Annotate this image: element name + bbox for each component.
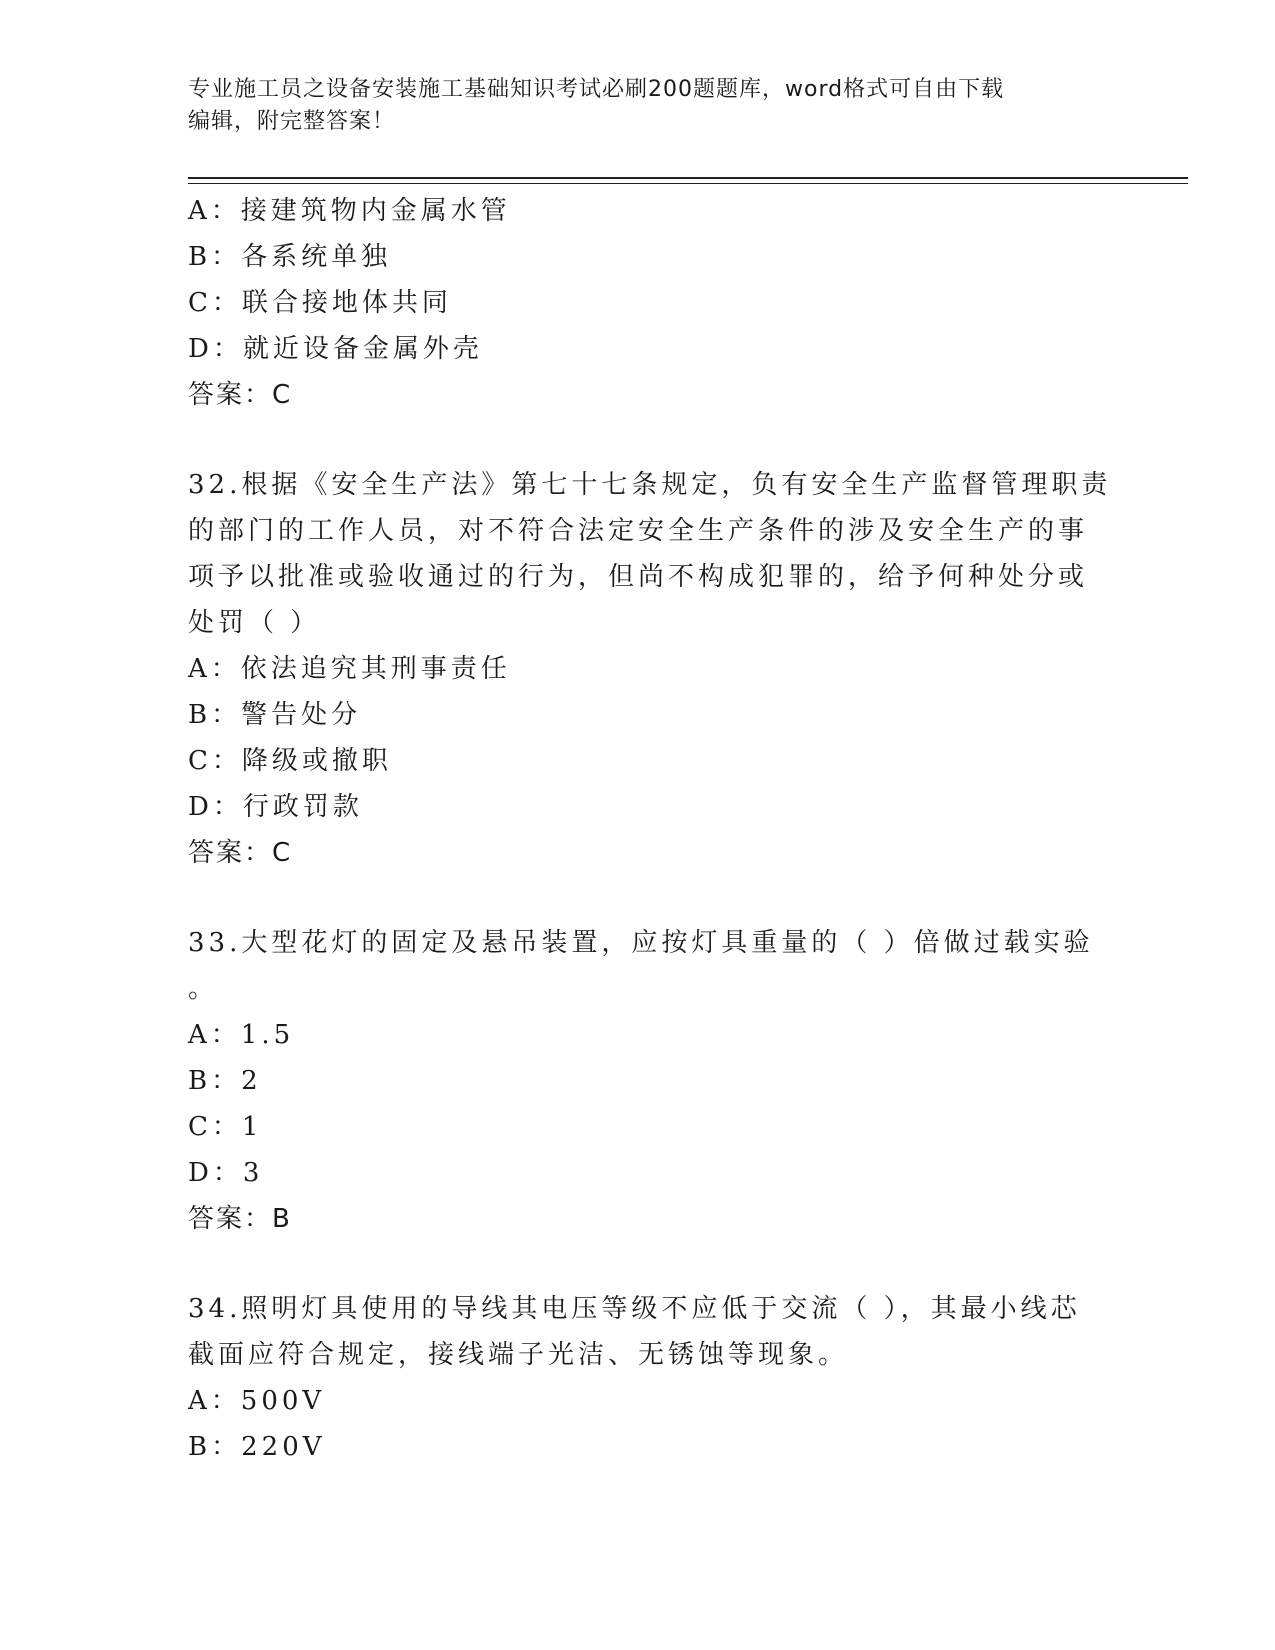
header-divider-thin <box>188 183 1188 184</box>
option-d: D：3 <box>188 1158 264 1188</box>
question-stem-line: 32.根据《安全生产法》第七十七条规定，负有安全生产监督管理职责 <box>188 470 1112 500</box>
question-stem-line: 项予以批准或验收通过的行为，但尚不构成犯罪的，给予何种处分或 <box>188 562 1089 592</box>
question-list <box>188 188 1112 1470</box>
option-b: B：220V <box>188 1432 326 1462</box>
question-stem-line: 33.大型花灯的固定及悬吊装置，应按灯具重量的（ ）倍做过载实验 <box>188 928 1094 958</box>
question-31-continued <box>188 188 1068 418</box>
option-c: C：降级或撤职 <box>188 746 392 776</box>
spacer <box>188 1242 1068 1286</box>
option-b: B：各系统单独 <box>188 242 392 272</box>
spacer <box>188 876 1068 920</box>
spacer <box>188 418 1068 462</box>
option-c: C：联合接地体共同 <box>188 288 452 318</box>
option-d: D：就近设备金属外壳 <box>188 334 483 364</box>
option-a: A：接建筑物内金属水管 <box>188 196 511 226</box>
option-b: B：警告处分 <box>188 700 362 730</box>
question-33 <box>188 920 1094 1242</box>
header-title-line-2: 编辑，附完整答案！ <box>188 109 396 134</box>
header-title-line-1: 专业施工员之设备安装施工基础知识考试必刷200题题库，word格式可自由下载 <box>188 77 1005 102</box>
question-stem-line: 处罚（ ） <box>188 608 321 638</box>
question-stem-line: 。 <box>188 974 219 1004</box>
answer-line: 答案：C <box>188 838 293 868</box>
question-stem-line: 34.照明灯具使用的导线其电压等级不应低于交流（ ），其最小线芯 <box>188 1294 1081 1324</box>
option-d: D：行政罚款 <box>188 792 363 822</box>
option-c: C：1 <box>188 1112 263 1142</box>
question-stem-line: 的部门的工作人员，对不符合法定安全生产条件的涉及安全生产的事 <box>188 516 1089 546</box>
option-a: A：500V <box>188 1386 326 1416</box>
answer-line: 答案：B <box>188 1204 292 1234</box>
question-stem-line: 截面应符合规定，接线端子光洁、无锈蚀等现象。 <box>188 1340 849 1370</box>
option-a: A：依法追究其刑事责任 <box>188 654 511 684</box>
header-divider-thick <box>188 177 1188 179</box>
question-34 <box>188 1286 1081 1470</box>
question-32 <box>188 462 1112 876</box>
answer-line: 答案：C <box>188 380 293 410</box>
option-a: A：1.5 <box>188 1020 295 1050</box>
document-header <box>188 74 1088 138</box>
option-b: B：2 <box>188 1066 262 1096</box>
